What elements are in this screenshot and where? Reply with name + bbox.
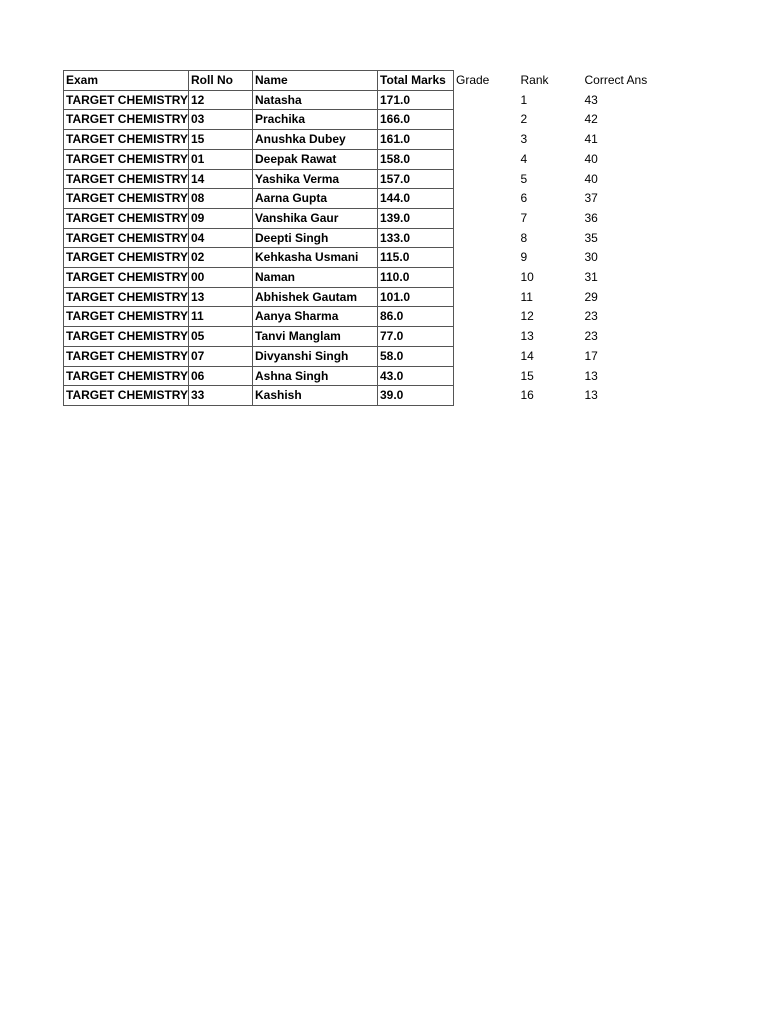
cell-correct-ans: 13 xyxy=(584,368,598,383)
table-body xyxy=(64,71,648,406)
cell-rank: 1 xyxy=(520,92,528,107)
cell-grade xyxy=(454,248,520,268)
cell-name: Divyanshi Singh xyxy=(253,346,378,366)
cell-grade xyxy=(454,307,520,327)
cell-roll-no: 09 xyxy=(189,208,253,228)
cell-exam: TARGET CHEMISTRY xyxy=(64,90,189,110)
cell-grade xyxy=(454,287,520,307)
cell-name: Natasha xyxy=(253,90,378,110)
cell-name: Deepak Rawat xyxy=(253,149,378,169)
cell-correct-ans: 42 xyxy=(584,112,598,127)
cell-total-marks: 110.0 xyxy=(378,268,454,288)
cell-total-marks: 166.0 xyxy=(378,110,454,130)
cell-correct-ans: 40 xyxy=(584,171,598,186)
table-row xyxy=(64,228,648,248)
cell-grade xyxy=(454,366,520,386)
cell-name: Tanvi Manglam xyxy=(253,327,378,347)
cell-grade xyxy=(454,90,520,110)
cell-exam: TARGET CHEMISTRY xyxy=(64,287,189,307)
cell-grade xyxy=(454,228,520,248)
table-row xyxy=(64,189,648,209)
table-row xyxy=(64,208,648,228)
cell-total-marks: 139.0 xyxy=(378,208,454,228)
cell-correct-ans: 23 xyxy=(584,329,598,344)
cell-correct-ans: 30 xyxy=(584,250,598,265)
cell-exam: TARGET CHEMISTRY xyxy=(64,130,189,150)
cell-roll-no: 03 xyxy=(189,110,253,130)
cell-exam: TARGET CHEMISTRY xyxy=(64,268,189,288)
cell-roll-no: 05 xyxy=(189,327,253,347)
cell-exam: TARGET CHEMISTRY xyxy=(64,189,189,209)
cell-total-marks: 115.0 xyxy=(378,248,454,268)
cell-rank: 3 xyxy=(520,132,528,147)
cell-name: Prachika xyxy=(253,110,378,130)
cell-grade xyxy=(454,268,520,288)
cell-correct-ans: 43 xyxy=(584,92,598,107)
header-exam: Exam xyxy=(64,71,189,91)
cell-total-marks: 133.0 xyxy=(378,228,454,248)
cell-name: Deepti Singh xyxy=(253,228,378,248)
cell-rank: 5 xyxy=(520,171,528,186)
cell-exam: TARGET CHEMISTRY xyxy=(64,366,189,386)
cell-roll-no: 00 xyxy=(189,268,253,288)
cell-correct-ans: 13 xyxy=(584,388,598,403)
table-row xyxy=(64,386,648,406)
cell-exam: TARGET CHEMISTRY xyxy=(64,169,189,189)
cell-name: Kashish xyxy=(253,386,378,406)
cell-correct-ans: 23 xyxy=(584,309,598,324)
table-row xyxy=(64,366,648,386)
cell-rank: 11 xyxy=(520,289,533,304)
cell-name: Kehkasha Usmani xyxy=(253,248,378,268)
cell-grade xyxy=(454,110,520,130)
cell-roll-no: 14 xyxy=(189,169,253,189)
cell-grade xyxy=(454,386,520,406)
cell-total-marks: 171.0 xyxy=(378,90,454,110)
table-row xyxy=(64,130,648,150)
cell-grade xyxy=(454,169,520,189)
header-rank: Rank xyxy=(520,73,549,87)
cell-correct-ans: 29 xyxy=(584,289,598,304)
table-row xyxy=(64,268,648,288)
cell-rank: 16 xyxy=(520,388,534,403)
cell-name: Ashna Singh xyxy=(253,366,378,386)
cell-name: Naman xyxy=(253,268,378,288)
cell-rank: 2 xyxy=(520,112,528,127)
cell-rank: 12 xyxy=(520,309,534,324)
cell-roll-no: 06 xyxy=(189,366,253,386)
cell-name: Vanshika Gaur xyxy=(253,208,378,228)
cell-roll-no: 02 xyxy=(189,248,253,268)
table-row xyxy=(64,169,648,189)
cell-grade xyxy=(454,327,520,347)
cell-rank: 9 xyxy=(520,250,528,265)
header-name: Name xyxy=(253,71,378,91)
cell-roll-no: 33 xyxy=(189,386,253,406)
cell-total-marks: 144.0 xyxy=(378,189,454,209)
cell-rank: 8 xyxy=(520,230,528,245)
cell-correct-ans: 41 xyxy=(584,132,598,147)
cell-total-marks: 158.0 xyxy=(378,149,454,169)
table-row xyxy=(64,327,648,347)
cell-exam: TARGET CHEMISTRY xyxy=(64,228,189,248)
cell-exam: TARGET CHEMISTRY xyxy=(64,110,189,130)
cell-roll-no: 12 xyxy=(189,90,253,110)
cell-roll-no: 08 xyxy=(189,189,253,209)
cell-exam: TARGET CHEMISTRY xyxy=(64,346,189,366)
cell-exam: TARGET CHEMISTRY xyxy=(64,386,189,406)
cell-exam: TARGET CHEMISTRY xyxy=(64,307,189,327)
cell-rank: 4 xyxy=(520,151,528,166)
table-row xyxy=(64,307,648,327)
results-table xyxy=(63,70,648,406)
table-row xyxy=(64,110,648,130)
cell-rank: 13 xyxy=(520,329,534,344)
cell-exam: TARGET CHEMISTRY xyxy=(64,149,189,169)
cell-correct-ans: 40 xyxy=(584,151,598,166)
cell-roll-no: 01 xyxy=(189,149,253,169)
cell-roll-no: 15 xyxy=(189,130,253,150)
table-row xyxy=(64,346,648,366)
cell-correct-ans: 35 xyxy=(584,230,598,245)
cell-roll-no: 11 xyxy=(189,307,253,327)
header-roll-no: Roll No xyxy=(189,71,253,91)
cell-name: Aarna Gupta xyxy=(253,189,378,209)
cell-exam: TARGET CHEMISTRY xyxy=(64,208,189,228)
header-row xyxy=(64,71,648,91)
cell-name: Yashika Verma xyxy=(253,169,378,189)
header-total-marks: Total Marks xyxy=(378,71,454,91)
cell-total-marks: 86.0 xyxy=(378,307,454,327)
header-correct-ans: Correct Ans xyxy=(584,73,648,87)
cell-total-marks: 77.0 xyxy=(378,327,454,347)
cell-grade xyxy=(454,189,520,209)
cell-rank: 7 xyxy=(520,210,528,225)
cell-exam: TARGET CHEMISTRY xyxy=(64,248,189,268)
cell-exam: TARGET CHEMISTRY xyxy=(64,327,189,347)
table-row xyxy=(64,149,648,169)
cell-name: Aanya Sharma xyxy=(253,307,378,327)
cell-rank: 14 xyxy=(520,348,534,363)
cell-rank: 15 xyxy=(520,368,534,383)
cell-roll-no: 04 xyxy=(189,228,253,248)
cell-name: Abhishek Gautam xyxy=(253,287,378,307)
table-row xyxy=(64,287,648,307)
cell-rank: 6 xyxy=(520,191,528,206)
cell-total-marks: 39.0 xyxy=(378,386,454,406)
cell-grade xyxy=(454,208,520,228)
cell-total-marks: 101.0 xyxy=(378,287,454,307)
cell-grade xyxy=(454,130,520,150)
cell-grade xyxy=(454,346,520,366)
cell-rank: 10 xyxy=(520,270,534,285)
results-sheet xyxy=(63,70,648,406)
cell-correct-ans: 17 xyxy=(584,348,598,363)
cell-correct-ans: 36 xyxy=(584,210,598,225)
cell-total-marks: 157.0 xyxy=(378,169,454,189)
table-row xyxy=(64,248,648,268)
cell-name: Anushka Dubey xyxy=(253,130,378,150)
table-row xyxy=(64,90,648,110)
header-grade: Grade xyxy=(456,73,490,87)
cell-roll-no: 13 xyxy=(189,287,253,307)
cell-grade xyxy=(454,149,520,169)
cell-correct-ans: 37 xyxy=(584,191,598,206)
cell-total-marks: 161.0 xyxy=(378,130,454,150)
cell-total-marks: 43.0 xyxy=(378,366,454,386)
cell-correct-ans: 31 xyxy=(584,270,598,285)
cell-total-marks: 58.0 xyxy=(378,346,454,366)
cell-roll-no: 07 xyxy=(189,346,253,366)
